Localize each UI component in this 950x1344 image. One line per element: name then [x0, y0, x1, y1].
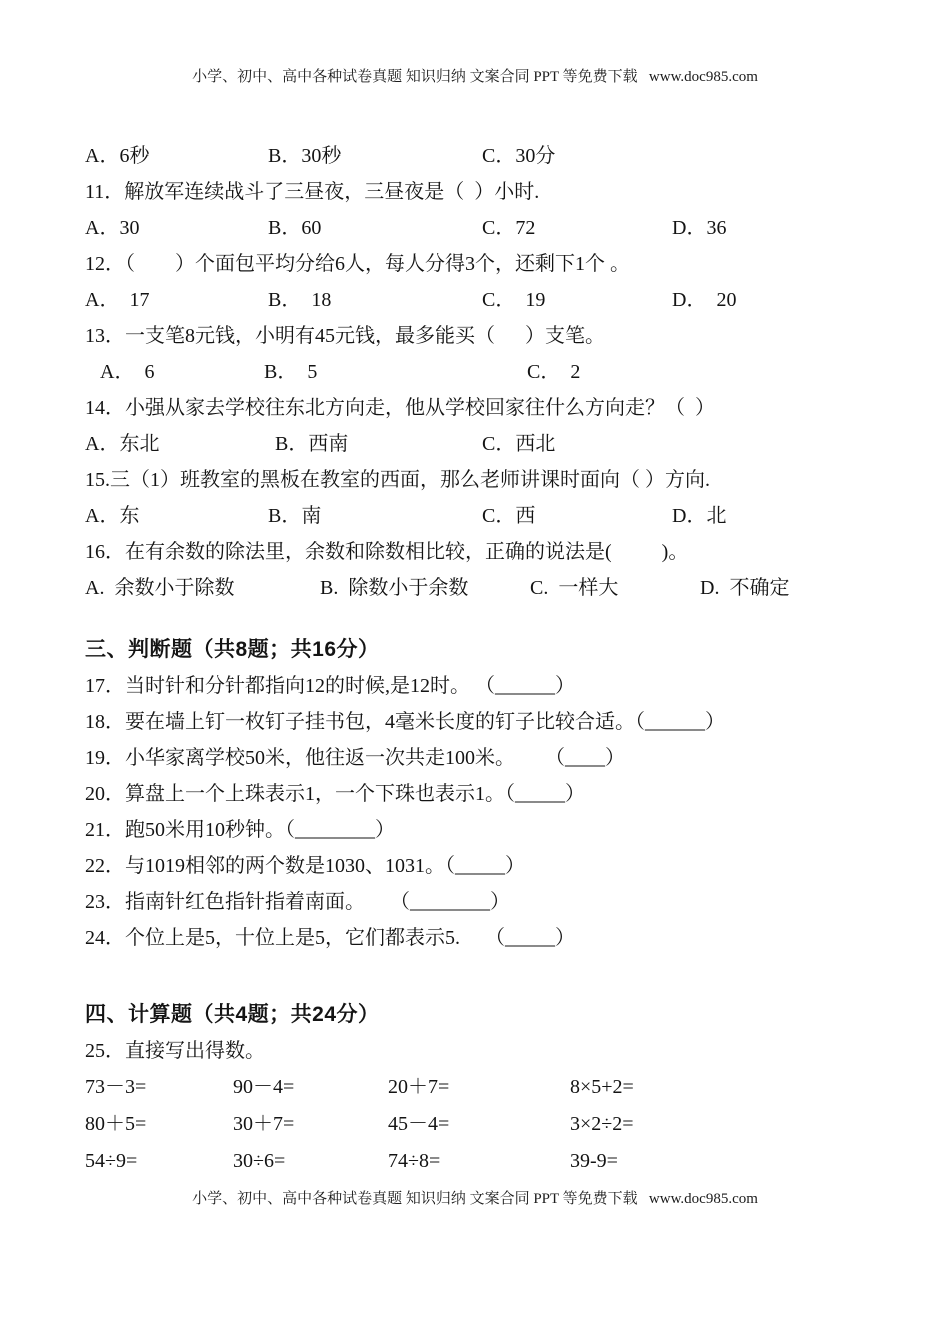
q16-option-a: A. 余数小于除数	[85, 577, 235, 599]
calc-expression: 90－4=	[233, 1076, 295, 1098]
q15-option-d: D．北	[672, 505, 727, 527]
q13-option-c: C． 2	[527, 361, 581, 383]
calc-expression: 54÷9=	[85, 1150, 138, 1172]
calc-expression: 45－4=	[388, 1113, 450, 1135]
calc-row-2	[0, 1106, 950, 1143]
q11-option-b: B．60	[268, 217, 322, 239]
question-11-text: 11．解放军连续战斗了三昼夜，三昼夜是（ ）小时.	[85, 181, 540, 203]
calc-expression: 73－3=	[85, 1076, 147, 1098]
q11-options-row	[0, 210, 950, 246]
q10-option-a: A．6秒	[85, 145, 150, 167]
question-25-label: 25．直接写出得数。	[85, 1040, 265, 1062]
q15-options-row	[0, 498, 950, 534]
calc-expression: 30＋7=	[233, 1113, 295, 1135]
q14-option-b: B．西南	[275, 433, 349, 455]
section-gap	[0, 956, 950, 997]
q15-option-a: A．东	[85, 505, 140, 527]
question-17: 17．当时针和分针都指向12的时候,是12时。 （______）	[85, 675, 575, 697]
calc-expression: 39-9=	[570, 1150, 618, 1172]
question-24: 24．个位上是5，十位上是5，它们都表示5. （_____）	[85, 927, 575, 949]
q13-option-b: B． 5	[264, 361, 318, 383]
calc-expression: 74÷8=	[388, 1150, 441, 1172]
q16-option-b: B. 除数小于余数	[320, 577, 469, 599]
question-12-text: 12．（ ）个面包平均分给6人，每人分得3个，还剩下1个 。	[85, 253, 630, 275]
q12-option-b: B． 18	[268, 289, 332, 311]
question-23: 23．指南针红色指针指着南面。 （________）	[85, 891, 510, 913]
q12-option-d: D． 20	[672, 289, 737, 311]
q13-option-a: A． 6	[100, 361, 155, 383]
q14-options-row	[0, 426, 950, 462]
page-header-watermark: 小学、初中、高中各种试卷真题 知识归纳 文案合同 PPT 等免费下载 www.doc985.com	[192, 69, 758, 85]
q11-option-a: A．30	[85, 217, 140, 239]
q11-option-c: C．72	[482, 217, 536, 239]
calc-expression: 3×2÷2=	[570, 1113, 634, 1135]
q10-option-b: B．30秒	[268, 145, 342, 167]
question-19: 19．小华家离学校50米，他往返一次共走100米。 （____）	[85, 747, 625, 769]
q15-option-b: B．南	[268, 505, 322, 527]
calc-expression: 80＋5=	[85, 1113, 147, 1135]
question-15-text: 15.三（1）班教室的黑板在教室的西面，那么老师讲课时面向（ ）方向.	[85, 469, 710, 491]
calc-section-title: 四、计算题（共4题；共24分）	[85, 1003, 380, 1026]
question-21: 21．跑50米用10秒钟。（________）	[85, 819, 395, 841]
question-20: 20．算盘上一个上珠表示1，一个下珠也表示1。（_____）	[85, 783, 585, 805]
q11-option-d: D．36	[672, 217, 727, 239]
q12-option-a: A． 17	[85, 289, 150, 311]
q10-options-row	[0, 138, 950, 174]
q12-option-c: C． 19	[482, 289, 546, 311]
calc-row-3	[0, 1143, 950, 1180]
q13-options-row	[0, 354, 950, 390]
q14-option-a: A．东北	[85, 433, 160, 455]
question-16-text: 16．在有余数的除法里，余数和除数相比较，正确的说法是( )。	[85, 541, 689, 563]
q12-options-row	[0, 282, 950, 318]
section-gap	[0, 606, 950, 632]
q16-option-d: D. 不确定	[700, 577, 790, 599]
q15-option-c: C．西	[482, 505, 536, 527]
q16-option-c: C. 一样大	[530, 577, 619, 599]
q10-option-c: C．30分	[482, 145, 556, 167]
question-13-text: 13．一支笔8元钱，小明有45元钱，最多能买（ ）支笔。	[85, 325, 605, 347]
calc-expression: 30÷6=	[233, 1150, 286, 1172]
q14-option-c: C．西北	[482, 433, 556, 455]
calc-expression: 8×5+2=	[570, 1076, 634, 1098]
question-18: 18．要在墙上钉一枚钉子挂书包，4毫米长度的钉子比较合适。（______）	[85, 711, 725, 733]
question-14-text: 14．小强从家去学校往东北方向走，他从学校回家往什么方向走？（ ）	[85, 397, 715, 419]
q16-options-row	[0, 570, 950, 606]
calc-expression: 20＋7=	[388, 1076, 450, 1098]
question-22: 22．与1019相邻的两个数是1030、1031。（_____）	[85, 855, 525, 877]
judgement-section-title: 三、判断题（共8题；共16分）	[85, 638, 380, 661]
page-footer-watermark: 小学、初中、高中各种试卷真题 知识归纳 文案合同 PPT 等免费下载 www.doc985.com	[192, 1191, 758, 1207]
calc-row-1	[0, 1069, 950, 1106]
exam-content	[0, 138, 950, 1180]
